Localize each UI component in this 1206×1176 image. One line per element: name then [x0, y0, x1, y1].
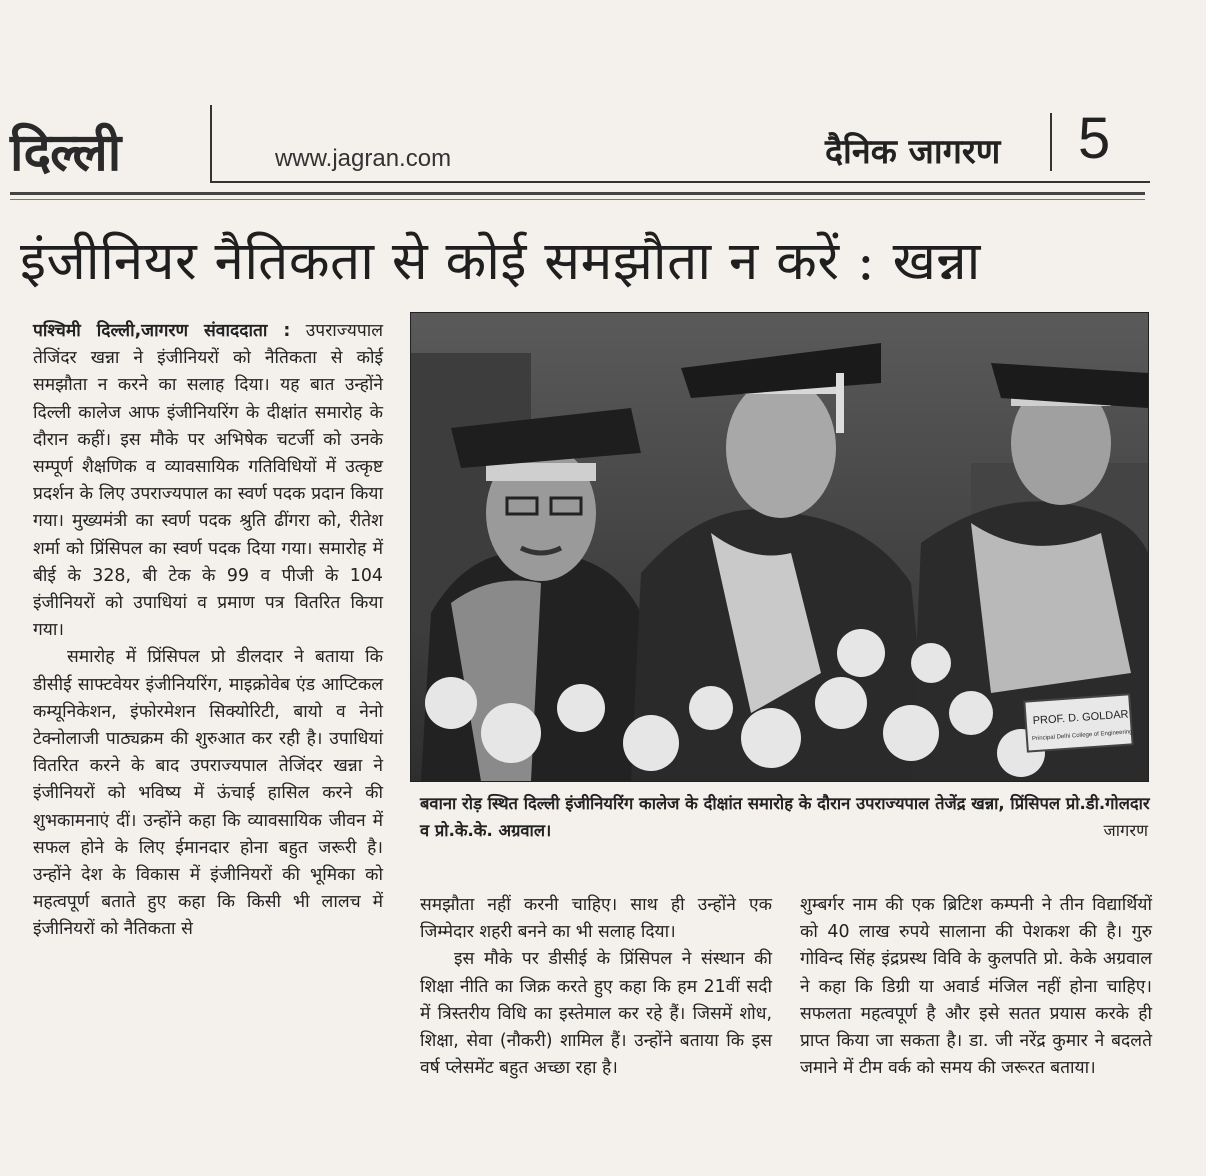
dateline: पश्चिमी दिल्ली,जागरण संवाददाता :: [33, 321, 291, 341]
article-paragraph: उपराज्यपाल तेजिंदर खन्ना ने इंजीनियरों को नैतिकता से कोई समझौता न करने का सलाह दिया। यह बात उन्होंने दिल्ली कालेज आफ इंजीनियरिंग के दीक्षांत समारोह के दौरान कहीं। इस मौके पर अभिषेक चटर्जी को उनके सम्पूर्ण शैक्षणिक व व्यावसायिक गतिविधियों में उत्कृष्ट प्रदर्शन के लिए उपराज्यपाल का स्वर्ण पदक प्रदान किया गया। मुख्यमंत्री का स्वर्ण पदक श्रुति ढींगरा को, रीतेश शर्मा को प्रिंसिपल का स्वर्ण पदक दिया गया। समारोह में बीई के 328, बी टेक के 99 व पीजी के 104 इंजीनियरों को उपाधियां व प्रमाण पत्र वितरित किया गया।: [33, 321, 384, 641]
page-number-divider: [1050, 113, 1052, 171]
photo-caption: [420, 790, 1150, 844]
article-paragraph: समारोह में प्रिंसिपल प्रो डीलदार ने बताया कि डीसीई साफ्टवेयर इंजीनियरिंग, माइक्रोवेब एंड आप्टिकल कम्यूनिकेशन, इंफोरमेशन सिक्योरिटी, बायो व नेनो टेक्नोलाजी पाठ्यक्रम की शुरुआत कर रही है। उपाधियां वितरित करने के बाद उपराज्यपाल तेजिंदर खन्ना ने इंजीनियरों को भविष्य में ऊंचाई हासिल करने की शुभकामनाएं दीं। उन्होंने कहा कि व्यावसायिक जीवन में सफल होने के लिए ईमानदार होना बहुत जरूरी है। उन्होंने देश के विकास में इंजीनियरों की भूमिका को महत्वपूर्ण बताते हुए कहा कि किसी भी लालच में इंजीनियरों को नैतिकता से: [33, 647, 383, 940]
masthead-underline: [210, 181, 1150, 183]
masthead-divider: [210, 105, 212, 183]
newspaper-name: दैनिक जागरण: [825, 132, 1001, 172]
masthead: [10, 105, 1150, 195]
caption-text: बवाना रोड़ स्थित दिल्ली इंजीनियरिंग कालेज के दीक्षांत समारोह के दौरान उपराज्यपाल तेजेंद्र खन्ना, प्रिंसिपल प्रो.डी.गोलदार व प्रो.के.के. अग्रवाल।: [420, 794, 1150, 840]
nameplate-title: Principal Delhi College of Engineering: [1031, 729, 1133, 743]
page-number: 5: [1078, 106, 1111, 171]
headline: इंजीनियर नैतिकता से कोई समझौता न करें : खन्ना: [20, 231, 981, 292]
website-url: www.jagran.com: [275, 145, 452, 172]
nameplate: [1024, 694, 1132, 751]
photo-credit: जागरण: [1103, 821, 1148, 840]
article-column-3: [800, 892, 1152, 1082]
article-column-2: [420, 892, 772, 1082]
article-paragraph: शुम्बर्गर नाम की एक ब्रिटिश कम्पनी ने तीन विद्यार्थियों को 40 लाख रुपये सालाना की पेशकश की है। गुरु गोविन्द सिंह इंद्रप्रस्थ विवि के कुलपति प्रो. केके अग्रवाल ने कहा कि डिग्री या अवार्ड मंजिल नहीं होना चाहिए। सफलता महत्वपूर्ण है और इसे सतत प्रयास करके ही प्राप्त किया जा सकता है। डा. जी नरेंद्र कुमार ने बदलते जमाने में टीम वर्क को समय की जरूरत बताया।: [800, 895, 1152, 1079]
nameplate-name: PROF. D. GOLDAR: [1032, 708, 1129, 728]
article-column-1: [33, 318, 383, 944]
article-paragraph: समझौता नहीं करनी चाहिए। साथ ही उन्होंने एक जिम्मेदार शहरी बनने का भी सलाह दिया।: [420, 895, 772, 943]
section-name: दिल्ली: [10, 123, 121, 183]
header-rule: [10, 192, 1145, 195]
article-paragraph: इस मौके पर डीसीई के प्रिंसिपल ने संस्थान की शिक्षा नीति का जिक्र करते हुए कहा कि हम 21वीं सदी में त्रिस्तरीय विधि का इस्तेमाल कर रहे हैं। जिसमें शोध, शिक्षा, सेवा (नौकरी) शामिल हैं। उन्होंने बताया कि इस वर्ष प्लेसमेंट बहुत अच्छा रहा है।: [420, 949, 772, 1079]
convocation-photo: [410, 312, 1149, 782]
photo-illustration: [411, 313, 1148, 781]
header-rule-thin: [10, 199, 1145, 200]
